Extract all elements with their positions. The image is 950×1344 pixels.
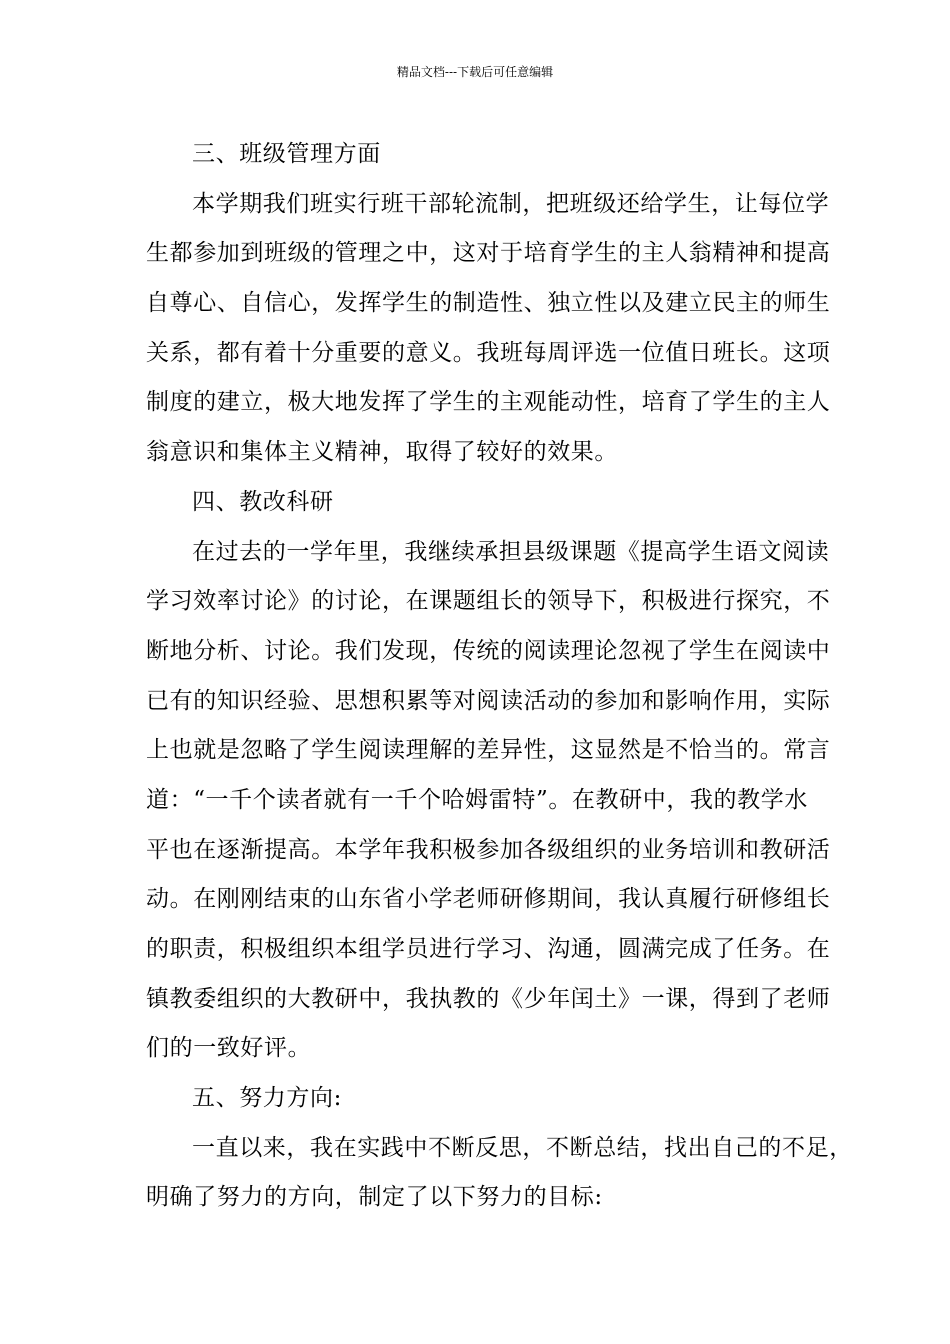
paragraph-line: 们的一致好评。 bbox=[146, 1035, 312, 1062]
paragraph-line: 明确了努力的方向，制定了以下努力的目标: bbox=[146, 1184, 603, 1211]
page-header: 精品文档---下载后可任意编辑 bbox=[396, 65, 554, 79]
document-body bbox=[146, 130, 853, 1223]
paragraph-line: 制度的建立，极大地发挥了学生的主观能动性，培育了学生的主人 bbox=[146, 389, 831, 416]
paragraph-line: 翁意识和集体主义精神，取得了较好的效果。 bbox=[146, 439, 618, 466]
paragraph-line: 在过去的一学年里，我继续承担县级课题《提高学生语文阅读 bbox=[192, 538, 830, 565]
section-heading-teaching-research: 四、教改科研 bbox=[192, 488, 334, 515]
paragraph-line: 关系，都有着十分重要的意义。我班每周评选一位值日班长。这项 bbox=[146, 339, 831, 366]
paragraph-line: 一直以来，我在实践中不断反思，不断总结，找出自己的不足， bbox=[192, 1134, 853, 1161]
paragraph-line: 已有的知识经验、思想积累等对阅读活动的参加和影响作用，实际 bbox=[146, 687, 831, 714]
paragraph-line: 上也就是忽略了学生阅读理解的差异性，这显然是不恰当的。常言 bbox=[146, 737, 831, 764]
paragraph-line: 本学期我们班实行班干部轮流制，把班级还给学生，让每位学 bbox=[192, 190, 830, 217]
paragraph-line: 断地分析、讨论。我们发现，传统的阅读理论忽视了学生在阅读中 bbox=[146, 637, 831, 664]
paragraph-line: 动。在刚刚结束的山东省小学老师研修期间，我认真履行研修组长 bbox=[146, 886, 831, 913]
paragraph-line: 平也在逐渐提高。本学年我积极参加各级组织的业务培训和教研活 bbox=[146, 836, 831, 863]
paragraph-line: 的职责，积极组织本组学员进行学习、沟通，圆满完成了任务。在 bbox=[146, 936, 831, 962]
paragraph-line: 镇教委组织的大教研中，我执教的《少年闰土》一课，得到了老师 bbox=[146, 985, 831, 1012]
section-heading-class-management: 三、班级管理方面 bbox=[192, 141, 381, 167]
paragraph-line: 自尊心、自信心，发挥学生的制造性、独立性以及建立民主的师生 bbox=[146, 290, 831, 317]
section-heading-direction: 五、努力方向: bbox=[192, 1085, 342, 1112]
paragraph-line: 道：“一千个读者就有一千个哈姆雷特”。在教研中，我的教学水 bbox=[146, 786, 808, 813]
paragraph-line: 学习效率讨论》的讨论，在课题组长的领导下，积极进行探究，不 bbox=[146, 588, 831, 615]
paragraph-line: 生都参加到班级的管理之中，这对于培育学生的主人翁精神和提高 bbox=[146, 240, 831, 267]
